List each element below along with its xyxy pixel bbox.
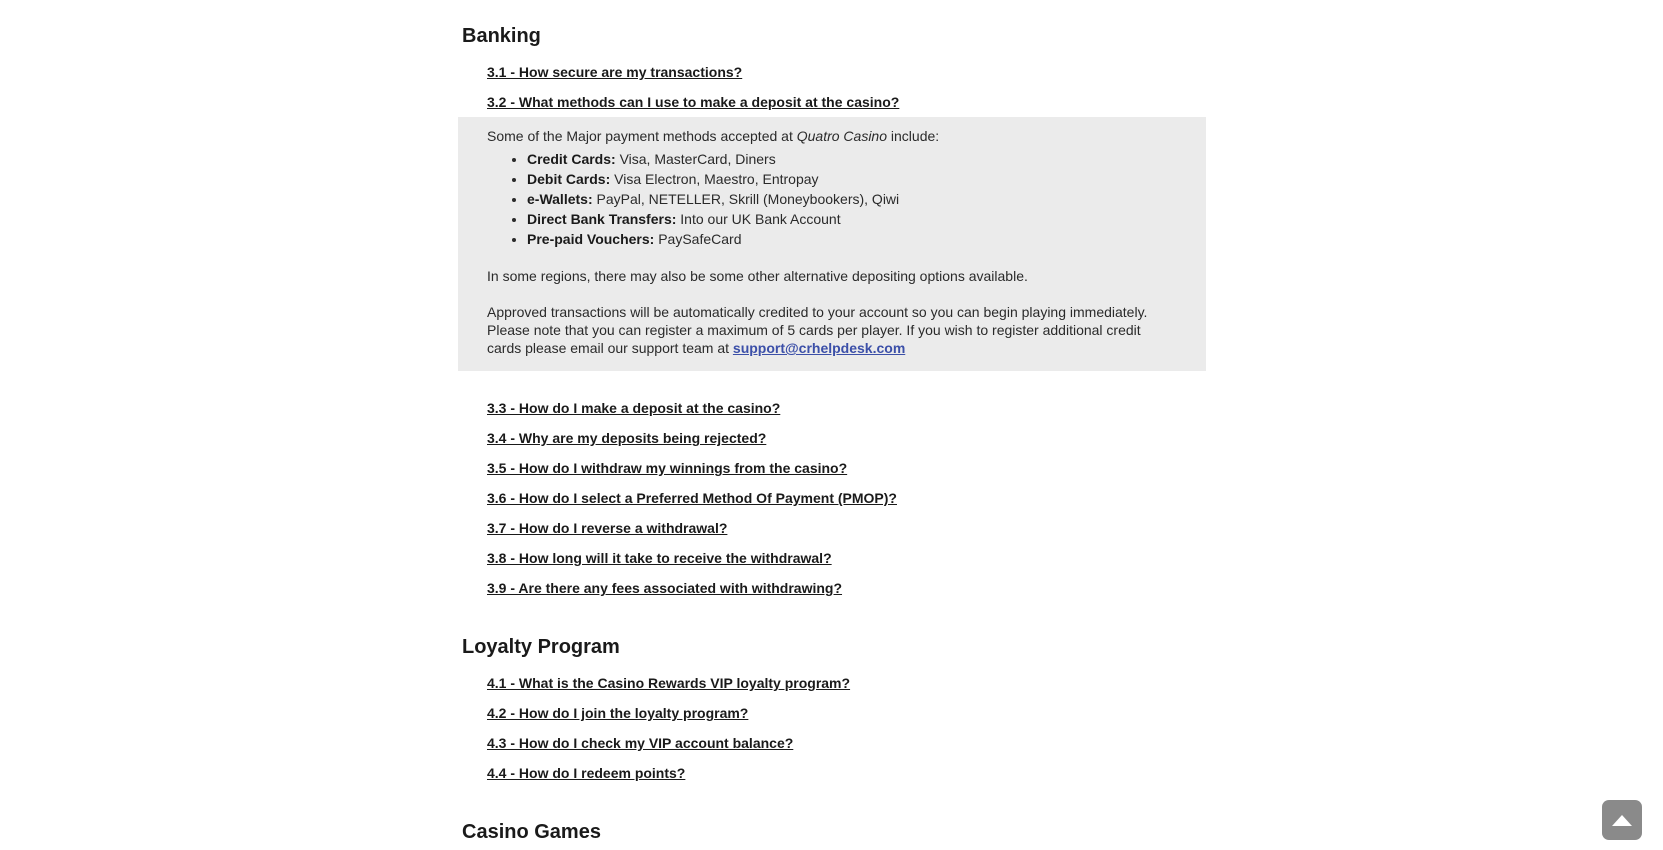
- faq-link-4-2[interactable]: 4.2 - How do I join the loyalty program?: [487, 705, 749, 721]
- back-to-top-button[interactable]: [1602, 800, 1642, 840]
- method-value: Visa Electron, Maestro, Entropay: [610, 171, 819, 187]
- faq-item: [462, 513, 1202, 543]
- faq-item: [462, 87, 1202, 117]
- faq-item: [462, 483, 1202, 513]
- method-name: Debit Cards:: [527, 171, 611, 187]
- casino-name: Quatro Casino: [796, 128, 888, 144]
- banking-faq-list: [462, 57, 1202, 117]
- method-name: Pre-paid Vouchers:: [527, 231, 655, 247]
- method-value: Visa, MasterCard, Diners: [615, 151, 776, 167]
- faq-item: [462, 728, 1202, 758]
- method-value: Into our UK Bank Account: [676, 211, 841, 227]
- payment-method-item: [527, 149, 1206, 169]
- payment-method-item: [527, 229, 1206, 249]
- section-title-casino-games: Casino Games: [462, 821, 601, 843]
- support-email-link[interactable]: support@crhelpdesk.com: [732, 340, 906, 356]
- method-name: e-Wallets:: [527, 191, 593, 207]
- faq-item: [462, 543, 1202, 573]
- faq-link-3-2[interactable]: 3.2 - What methods can I use to make a deposit at the casino?: [487, 94, 900, 110]
- faq-link-4-4[interactable]: 4.4 - How do I redeem points?: [487, 765, 686, 781]
- faq-link-3-5[interactable]: 3.5 - How do I withdraw my winnings from the casino?: [487, 460, 848, 476]
- method-value: PaySafeCard: [654, 231, 742, 247]
- faq-link-3-7[interactable]: 3.7 - How do I reverse a withdrawal?: [487, 520, 728, 536]
- faq-item: [462, 393, 1202, 423]
- triangle-up-icon: [1612, 815, 1632, 826]
- faq-item: [462, 423, 1202, 453]
- faq-link-3-9[interactable]: 3.9 - Are there any fees associated with withdrawing?: [487, 580, 843, 596]
- faq-link-3-4[interactable]: 3.4 - Why are my deposits being rejected?: [487, 430, 767, 446]
- approved-note: [487, 303, 1177, 357]
- loyalty-faq-list: [462, 668, 1202, 788]
- faq-link-3-8[interactable]: 3.8 - How long will it take to receive the withdrawal?: [487, 550, 832, 566]
- answer-panel-3-2: [458, 117, 1206, 371]
- faq-link-3-1[interactable]: 3.1 - How secure are my transactions?: [487, 64, 743, 80]
- payment-methods-list: [487, 149, 1206, 249]
- answer-intro: [487, 127, 1206, 145]
- method-value: PayPal, NETELLER, Skrill (Moneybookers), Qiwi: [592, 191, 900, 207]
- payment-method-item: [527, 209, 1206, 229]
- intro-suffix: include:: [887, 128, 940, 144]
- payment-method-item: [527, 169, 1206, 189]
- faq-content: [462, 0, 1202, 847]
- section-title-banking: Banking: [462, 25, 541, 47]
- regions-note: In some regions, there may also be some other alternative depositing options available.: [487, 268, 1028, 284]
- faq-link-4-3[interactable]: 4.3 - How do I check my VIP account balance?: [487, 735, 794, 751]
- faq-link-3-3[interactable]: 3.3 - How do I make a deposit at the casino?: [487, 400, 781, 416]
- faq-item: [462, 573, 1202, 603]
- method-name: Credit Cards:: [527, 151, 616, 167]
- faq-item: [462, 668, 1202, 698]
- faq-link-4-1[interactable]: 4.1 - What is the Casino Rewards VIP loyalty program?: [487, 675, 851, 691]
- faq-item: [462, 758, 1202, 788]
- intro-text: Some of the Major payment methods accepted at: [487, 128, 797, 144]
- faq-item: [462, 57, 1202, 87]
- payment-method-item: [527, 189, 1206, 209]
- approved-text: Approved transactions will be automatically credited to your account so you can begin playing immediately. Please note that you can register a maximum of 5 cards per player. If you wish to register additional credit cards please email our support team at: [487, 304, 1148, 356]
- faq-item: [462, 453, 1202, 483]
- method-name: Direct Bank Transfers:: [527, 211, 677, 227]
- faq-item: [462, 698, 1202, 728]
- banking-faq-list-continued: [462, 393, 1202, 603]
- faq-link-3-6[interactable]: 3.6 - How do I select a Preferred Method Of Payment (PMOP)?: [487, 490, 897, 506]
- section-title-loyalty-program: Loyalty Program: [462, 636, 620, 658]
